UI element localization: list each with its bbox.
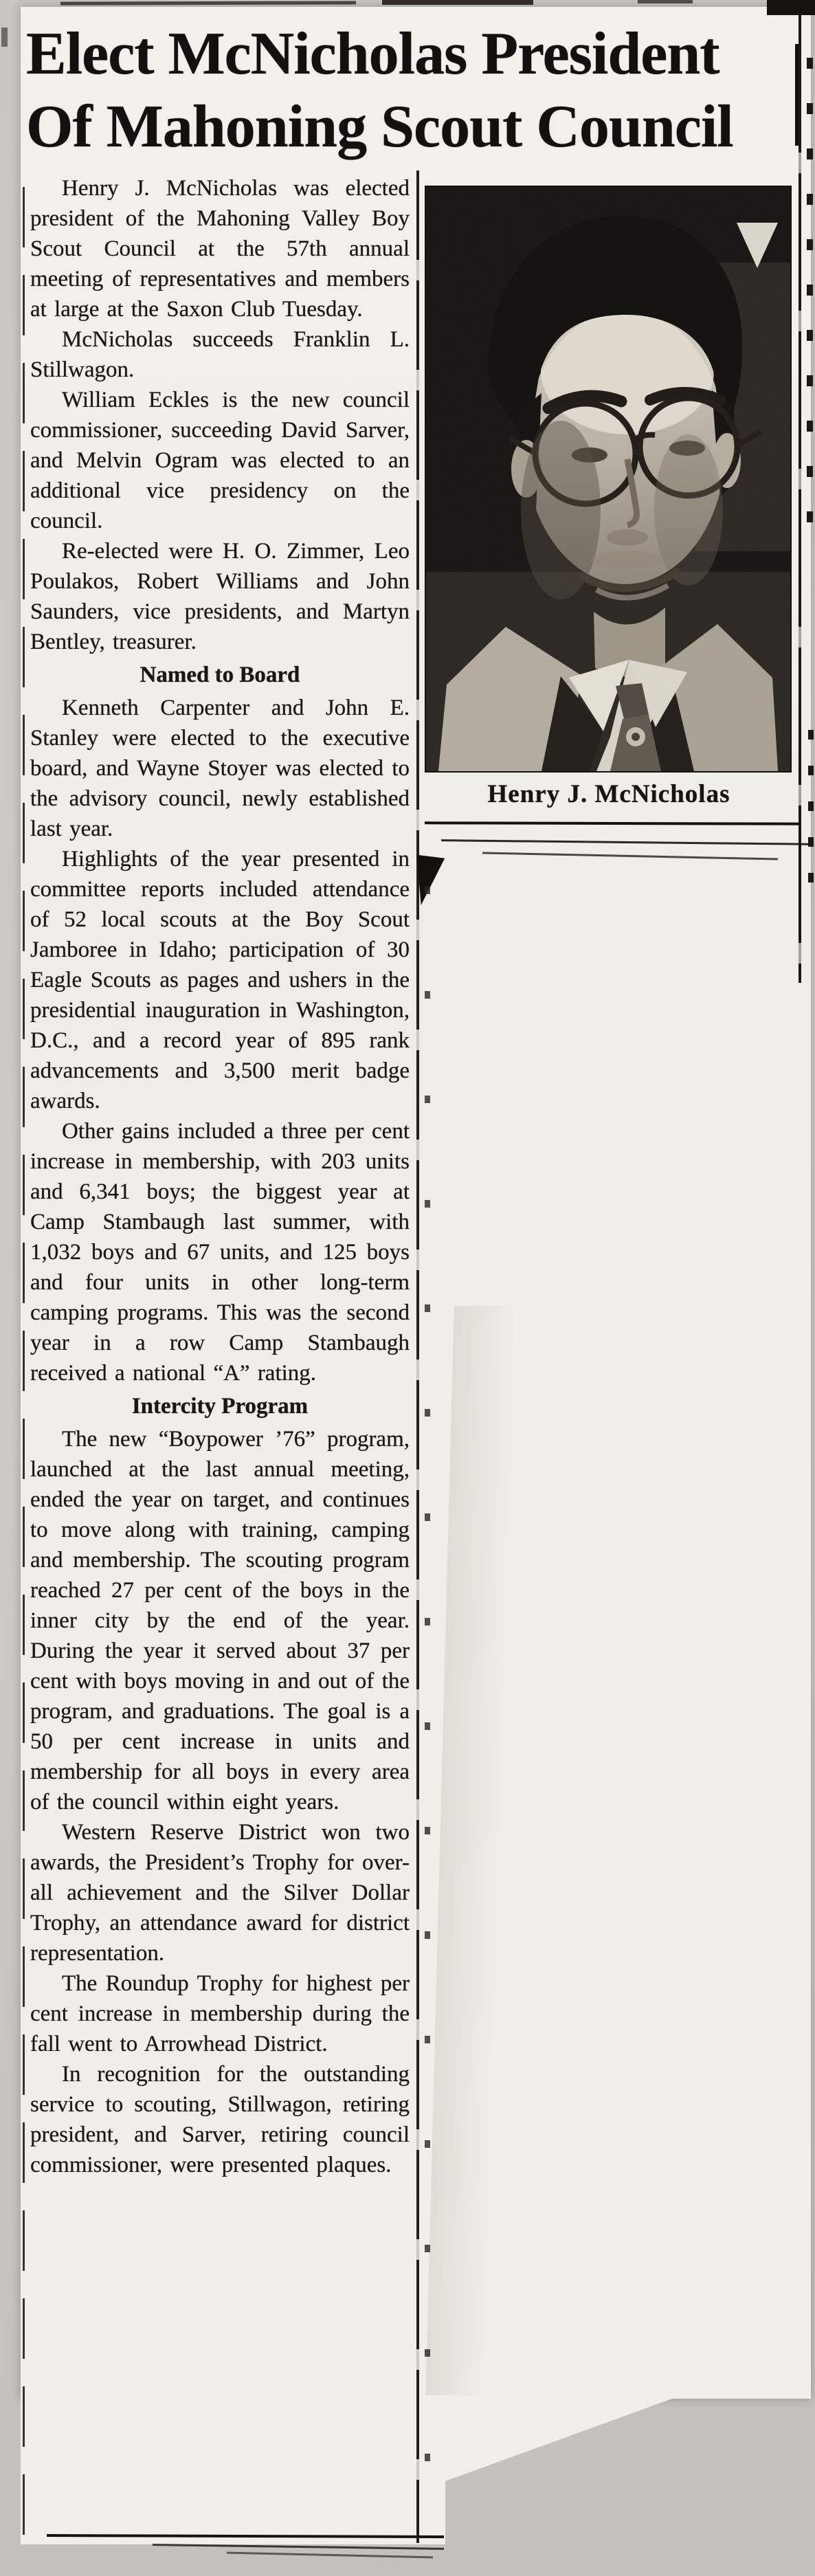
article-paragraph: William Eckles is the new council commissioner, succeeding David Sarver, and Melvin Ogram was elected to an additional vice presidency on the council. [30,388,410,533]
article-paragraph: Re-elected were H. O. Zimmer, Leo Poulakos, Robert Williams and John Saunders, vice presidents, and Martyn Bentley, treasurer. [30,539,410,654]
torn-edge-line [153,2544,444,2550]
scan-edge-smudge [60,1,356,5]
section-subhead: Intercity Program [131,1394,309,1419]
section-subhead: Named to Board [139,663,300,687]
article-paragraph: The Roundup Trophy for highest per cent increase in membership during the fall went to Arrowhead District. [30,1971,410,2056]
article-paragraph: Highlights of the year presented in committee reports included attendance of 52 local scouts at the Boy Scout Jamboree in Idaho; participation of 30 Eagle Scouts as pages and ushers in the presidential inauguration in Washington, D.C., and a record year of 895 rank advancements and 3,500 merit badge awards. [30,847,410,1113]
portrait-photo [426,187,790,771]
article-paragraph: Western Reserve District won two awards, the President’s Trophy for over-all achievement and the Silver Dollar Trophy, an attendance award for district representation. [30,1820,410,1966]
headline-line-2: Of Mahoning Scout Council [26,93,733,160]
scan-edge-smudge [638,0,693,3]
article-paragraph: In recognition for the outstanding service to scouting, Stillwagon, retiring president, and Sarver, retiring council commissioner, were presented plaques. [30,2062,410,2177]
headline-line-1: Elect McNicholas President [26,21,719,87]
adjacent-column-fragments [425,887,430,2495]
scan-edge-smudge [1,27,8,47]
article-paragraph: The new “Boypower ’76” program, launched at the last annual meeting, ended the year on target, and continues to move along with training, camping and membership. The scouting program reached 27 per cent of the boys in the inner city by the end of the year. During the year it served about 37 per cent with boys moving in and out of the program, and graduations. The goal is a 50 per cent increase in units and membership for all boys in every area of the council within eight years. [30,1427,410,1814]
scan-edge-smudge [382,0,533,5]
article-paragraph: Henry J. McNicholas was elected president of the Mahoning Valley Boy Scout Council at the 57th annual meeting of representatives and members at large at the Saxon Club Tuesday. [30,176,410,322]
adjacent-column-fragments [808,730,814,884]
article-body [21,173,419,2538]
portrait-photo-illustration [426,187,790,771]
article-paragraph: Kenneth Carpenter and John E. Stanley were elected to the executive board, and Wayne Stoyer was elected to the advisory council, newly established last year. [30,696,410,841]
article-paragraph: Other gains included a three per cent increase in membership, with 203 units and 6,341 boys; the biggest year at Camp Stambaugh last summer, with 1,032 boys and 67 units, and 125 boys and four units in other long-term camping programs. This was the second year in a row Camp Stambaugh received a national “A” rating. [30,1119,410,1386]
article-headline [26,18,803,164]
scan-corner-blot [767,0,815,15]
photo-caption: Henry J. McNicholas [487,780,730,808]
clipping-paper-torn-wedge [445,2399,672,2481]
column-rule-far-right [799,15,801,983]
article-paragraph: McNicholas succeeds Franklin L. Stillwagon. [30,327,410,382]
adjacent-column-fragments [807,58,813,539]
torn-edge-line [227,2552,433,2559]
